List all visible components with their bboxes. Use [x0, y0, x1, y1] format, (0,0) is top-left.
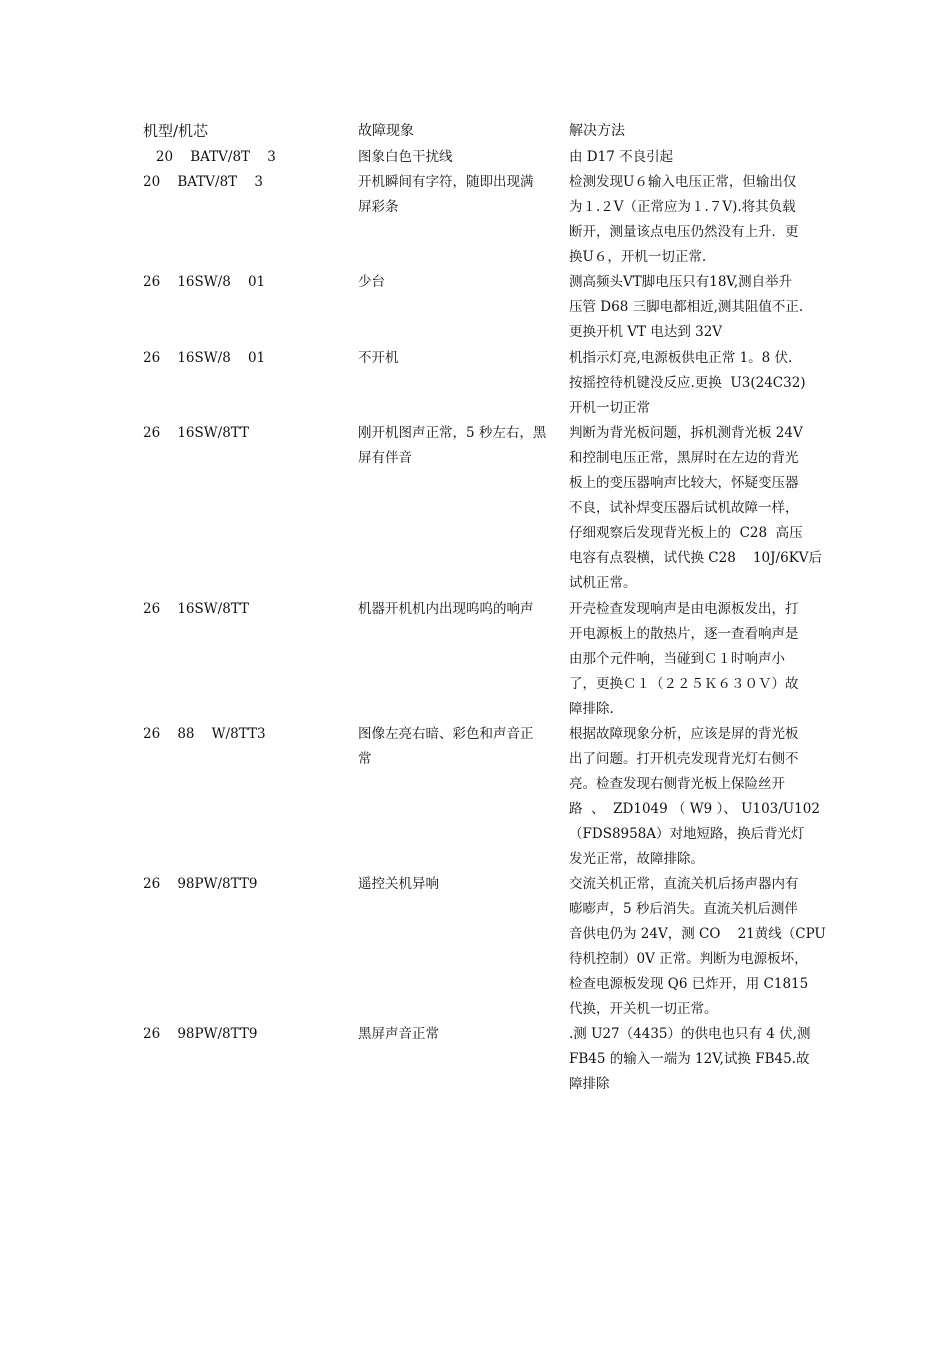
header-symptom: 故障现象	[358, 123, 414, 139]
row-solution: 测高频头VT脚电压只有18V,测自举升 压管 D68 三脚电都相近,测其阻值不正. 更换开机 VT 电达到 32V	[569, 274, 804, 340]
row-model: 26 98PW/8TT9	[143, 1026, 258, 1042]
table-row	[0, 170, 950, 270]
row-model: 20 BATV/8T 3	[143, 174, 263, 190]
row-solution: 根据故障现象分析，应该是屏的背光板 出了问题。打开机壳发现背光灯右侧不 亮。检查发现右侧背光板上保险丝开 路 、 ZD1049 （ W9 ）、 U103/U102 （FDS8958A）对地短路，换后背光灯 发光正常，故障排除。	[569, 726, 820, 867]
row-symptom: 不开机	[358, 350, 399, 366]
table-row	[0, 270, 950, 346]
row-model: 26 16SW/8 01	[143, 350, 266, 366]
row-solution: 机指示灯亮,电源板供电正常 1。8 伏. 按摇控待机键没反应.更换 U3(24C32) 开机一切正常	[569, 350, 806, 416]
row-symptom: 少台	[358, 274, 385, 290]
header-solution: 解决方法	[569, 123, 625, 139]
header-model: 机型/机芯	[143, 122, 209, 140]
row-model: 26 16SW/8 01	[143, 274, 266, 290]
row-model: 26 16SW/8TT	[143, 425, 250, 441]
row-symptom: 刚开机图声正常，5 秒左右，黑 屏有伴音	[358, 425, 547, 466]
fault-table	[0, 145, 950, 1098]
row-solution: 交流关机正常，直流关机后扬声器内有 嘭嘭声，5 秒后消失。直流关机后测伴 音供电仍为 24V，测 CO 21黄线（CPU 待机控制）0V 正常。判断为电源板坏， 检查电源板发现 Q6 已炸开，用 C1815 代换，开关机一切正常。	[569, 876, 826, 1017]
row-solution: 判断为背光板问题，拆机测背光板 24V 和控制电压正常，黑屏时在左边的背光 板上的变压器响声比较大，怀疑变压器 不良，试补焊变压器后试机故障一样， 仔细观察后发现背光板上的 C28 高压 电容有点裂横，试代换 C28 10J/6KV后 试机正常。	[569, 425, 823, 591]
row-symptom: 图像左亮右暗、彩色和声音正 常	[358, 726, 534, 767]
table-row	[0, 722, 950, 872]
table-row	[0, 597, 950, 722]
table-row	[0, 872, 950, 1022]
row-model: 20 BATV/8T 3	[143, 149, 276, 165]
row-symptom: 遥控关机异响	[358, 876, 439, 892]
table-header	[0, 118, 950, 144]
row-model: 26 88 W/8TT3	[143, 726, 266, 742]
table-row	[0, 346, 950, 421]
table-row	[0, 1022, 950, 1098]
row-solution: 开壳检查发现响声是由电源板发出，打 开电源板上的散热片，逐一查看响声是 由那个元件响，当碰到Ｃ１时响声小 了，更换Ｃ１（２２５Ｋ６３０Ｖ）故 障排除.	[569, 601, 799, 717]
row-model: 26 98PW/8TT9	[143, 876, 258, 892]
table-row	[0, 421, 950, 597]
row-symptom: 黑屏声音正常	[358, 1026, 439, 1042]
row-symptom: 开机瞬间有字符，随即出现满 屏彩条	[358, 174, 534, 215]
row-symptom: 图象白色干扰线	[358, 149, 453, 165]
row-solution: .测 U27（4435）的供电也只有 4 伏,测 FB45 的输入一端为 12V,试换 FB45.故 障排除	[569, 1026, 811, 1092]
table-row	[0, 145, 950, 170]
row-model: 26 16SW/8TT	[143, 601, 250, 617]
row-solution: 由 D17 不良引起	[569, 149, 674, 165]
row-solution: 检测发现U６输入电压正常，但输出仅 为１.２V（正常应为１.７V).将其负载 断开，测量该点电压仍然没有上升．更 换U６，开机一切正常.	[569, 174, 799, 265]
row-symptom: 机器开机机内出现呜呜的响声	[358, 601, 534, 617]
